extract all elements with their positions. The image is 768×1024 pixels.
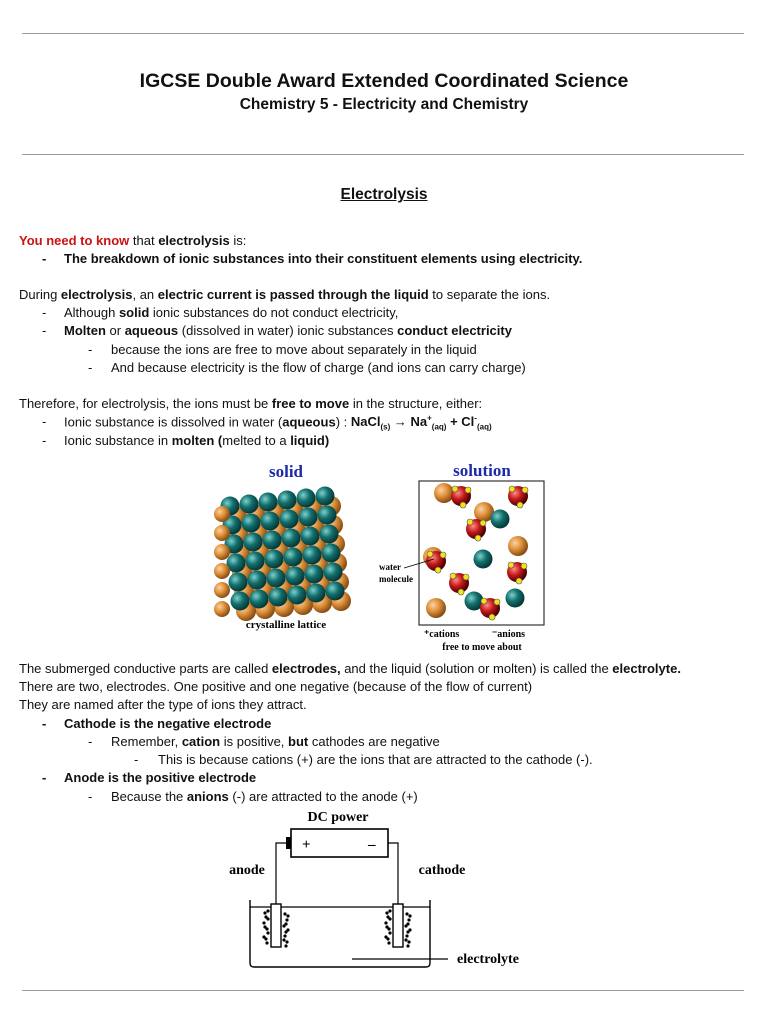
- document-subtitle: Chemistry 5 - Electricity and Chemistry: [239, 96, 529, 113]
- cathode-heading: Cathode is the negative electrode: [64, 716, 272, 731]
- water-hydrogen: [522, 487, 528, 493]
- lattice-cation: [244, 533, 263, 552]
- bullet-dash: -: [88, 360, 93, 375]
- equation: NaCl$_{(s)}$ → $Na^+_{(aq)} + Cl^-_{(aq)}$: [350, 414, 492, 432]
- bubble: [283, 912, 286, 915]
- bullet-dash: -: [88, 789, 93, 804]
- water-hydrogen: [450, 573, 456, 579]
- lattice-cation: [320, 525, 339, 544]
- lattice-cation: [303, 546, 322, 565]
- bubble: [283, 934, 286, 937]
- battery-minus: –: [368, 837, 376, 853]
- solution-anion: [508, 536, 528, 556]
- water-hydrogen: [427, 551, 433, 557]
- therefore-line: Therefore, for electrolysis, the ions must be free to move in the structure, either:: [19, 396, 483, 411]
- need-to-know-label: You need to know: [19, 233, 130, 248]
- during-line: During electrolysis, an electric current is passed through the liquid to separate the ions.: [19, 287, 551, 302]
- molecule-label: molecule: [379, 574, 413, 584]
- anode-heading: Anode is the positive electrode: [64, 770, 257, 785]
- lattice-cation: [240, 495, 259, 514]
- lattice-anion: [214, 506, 230, 522]
- water-hydrogen: [467, 519, 473, 525]
- named-after-line: They are named after the type of ions they attract.: [19, 697, 307, 712]
- water-hydrogen: [508, 562, 514, 568]
- electrodes-line: The submerged conductive parts are called electrodes, and the liquid (solution or molten) is called the electrolyte.: [19, 661, 681, 676]
- bubble: [262, 921, 265, 924]
- bubble: [282, 924, 285, 927]
- lattice-cation: [299, 508, 318, 527]
- bubble: [263, 911, 266, 914]
- water-hydrogen: [435, 567, 441, 573]
- bubble: [388, 917, 391, 920]
- water-hydrogen: [489, 614, 495, 620]
- bullet-dash: -: [42, 716, 47, 731]
- solution-cation: [491, 510, 510, 529]
- lattice-cation: [267, 569, 286, 588]
- lattice-cation: [250, 590, 269, 609]
- lattice-cation: [242, 514, 261, 533]
- cathode-label: cathode: [418, 863, 466, 878]
- lattice-cation: [284, 548, 303, 567]
- lattice-cation: [318, 506, 337, 525]
- bubble: [387, 927, 390, 930]
- water-hydrogen: [475, 535, 481, 541]
- bubble: [284, 930, 287, 933]
- lattice-cation: [322, 544, 341, 563]
- molten-bullet: Molten or aqueous (dissolved in water) ionic substances conduct electricity: [64, 323, 512, 338]
- bubble: [286, 914, 289, 917]
- lattice-cation: [246, 552, 265, 571]
- bullet-dash: -: [88, 734, 93, 749]
- bubble: [405, 934, 408, 937]
- bubble: [388, 909, 391, 912]
- solution-label: solution: [453, 461, 511, 480]
- bubble: [266, 909, 269, 912]
- lattice-anion: [214, 544, 230, 560]
- definition-text: The breakdown of ionic substances into their constituent elements using electricity.: [64, 251, 583, 266]
- solution-anion: [426, 598, 446, 618]
- bubble: [285, 918, 288, 921]
- anions-label: ⁻anions: [492, 629, 526, 640]
- water-hydrogen: [463, 574, 469, 580]
- bubble: [282, 938, 285, 941]
- cathode-wire: [388, 843, 398, 905]
- water-hydrogen: [516, 578, 522, 584]
- bullet-dash: -: [134, 752, 139, 767]
- lattice-cation: [324, 563, 343, 582]
- lattice-cation: [248, 571, 267, 590]
- bubble: [384, 921, 387, 924]
- bubble: [407, 918, 410, 921]
- electrolyte-label: electrolyte: [457, 952, 519, 967]
- lattice-cation: [263, 531, 282, 550]
- lattice-anion: [214, 525, 230, 541]
- lattice-anion: [214, 582, 230, 598]
- bubble: [385, 911, 388, 914]
- lattice-anion: [214, 601, 230, 617]
- lattice-cation: [269, 588, 288, 607]
- lattice-cation: [286, 567, 305, 586]
- water-hydrogen: [494, 599, 500, 605]
- water-hydrogen: [481, 598, 487, 604]
- lattice-cation: [280, 510, 299, 529]
- bubble: [265, 941, 268, 944]
- water-hydrogen: [521, 563, 527, 569]
- water-hydrogen: [458, 589, 464, 595]
- cation-attract-line: This is because cations (+) are the ions that are attracted to the cathode (-).: [158, 752, 593, 767]
- bubble: [266, 931, 269, 934]
- solution-cation: [506, 589, 525, 608]
- lattice-cation: [326, 582, 345, 601]
- lattice-caption: crystalline lattice: [245, 619, 327, 631]
- document-title: IGCSE Double Award Extended Coordinated Science: [139, 70, 629, 92]
- water-hydrogen: [517, 502, 523, 508]
- ions-figure: [200, 456, 560, 656]
- water-hydrogen: [460, 502, 466, 508]
- bullet-dash: -: [42, 770, 47, 785]
- dc-power-label: DC power: [307, 810, 369, 825]
- lattice-cation: [282, 529, 301, 548]
- lattice-cation: [261, 512, 280, 531]
- molten-liquid-bullet: Ionic substance in molten (melted to a liquid): [64, 433, 330, 448]
- lattice-cation: [316, 487, 335, 506]
- lattice-cation: [259, 493, 278, 512]
- bubble: [387, 941, 390, 944]
- anion-attract-line: Because the anions (-) are attracted to the anode (+): [111, 789, 418, 804]
- cathode-electrode: [393, 904, 403, 947]
- bullet-dash: -: [42, 433, 47, 448]
- anode-electrode: [271, 904, 281, 947]
- bullet-dash: -: [42, 305, 47, 320]
- water-hydrogen: [465, 487, 471, 493]
- bubble: [266, 917, 269, 920]
- solution-anion: [434, 483, 454, 503]
- bubble: [407, 940, 410, 943]
- battery-terminal: [286, 837, 291, 849]
- bubble: [404, 924, 407, 927]
- lattice-anion: [214, 563, 230, 579]
- sub-bullet-charge: And because electricity is the flow of charge (and ions can carry charge): [111, 360, 526, 375]
- lattice-cation: [307, 584, 326, 603]
- cation-remember-line: Remember, cation is positive, but cathodes are negative: [111, 734, 440, 749]
- water-hydrogen: [509, 486, 515, 492]
- gas-bubbles: [262, 909, 411, 947]
- electrolysis-cell-diagram: [220, 805, 550, 975]
- lattice-cation: [231, 592, 250, 611]
- lattice-cation: [301, 527, 320, 546]
- crystalline-lattice-image: [214, 487, 351, 622]
- water-hydrogen: [440, 552, 446, 558]
- lattice-cation: [278, 491, 297, 510]
- water-hydrogen: [480, 520, 486, 526]
- bubble: [265, 927, 268, 930]
- water-label: water: [379, 562, 401, 572]
- bullet-dash: -: [42, 414, 47, 429]
- battery-plus: +: [302, 837, 311, 853]
- bubble: [408, 914, 411, 917]
- solid-label: solid: [268, 462, 304, 481]
- free-label: free to move about: [442, 642, 522, 653]
- bubble: [405, 912, 408, 915]
- bubble: [388, 931, 391, 934]
- lattice-cation: [297, 489, 316, 508]
- top-rule: [22, 33, 744, 34]
- bubble: [264, 937, 267, 940]
- lattice-cation: [288, 586, 307, 605]
- anode-wire: [276, 843, 286, 905]
- sub-bullet-free-ions: because the ions are free to move about separately in the liquid: [111, 342, 477, 357]
- water-hydrogen: [452, 486, 458, 492]
- section-heading: Electrolysis: [340, 186, 428, 203]
- header-rule: [22, 154, 744, 155]
- bubble: [285, 940, 288, 943]
- anode-label: anode: [229, 863, 265, 878]
- lattice-cation: [305, 565, 324, 584]
- lattice-cation: [229, 573, 248, 592]
- aqueous-bullet: Ionic substance is dissolved in water (aqueous) : NaCl$_{(s)}$ → $Na^+_{(aq)} + Cl^-_{(aq)}$: [64, 414, 492, 432]
- solution-cation: [474, 550, 493, 569]
- bullet-dash: -: [42, 251, 47, 266]
- bubble: [404, 938, 407, 941]
- bottom-rule: [22, 990, 744, 991]
- bubble: [284, 944, 287, 947]
- two-electrodes-line: There are two, electrodes. One positive and one negative (because of the flow of current): [19, 679, 533, 694]
- solid-bullet: Although solid ionic substances do not conduct electricity,: [64, 305, 399, 320]
- bubble: [386, 937, 389, 940]
- bubble: [406, 930, 409, 933]
- bullet-dash: -: [88, 342, 93, 357]
- lattice-cation: [265, 550, 284, 569]
- intro-line: You need to know that electrolysis is:: [19, 233, 247, 248]
- cations-label: ⁺cations: [424, 629, 460, 640]
- bubble: [406, 944, 409, 947]
- bullet-dash: -: [42, 323, 47, 338]
